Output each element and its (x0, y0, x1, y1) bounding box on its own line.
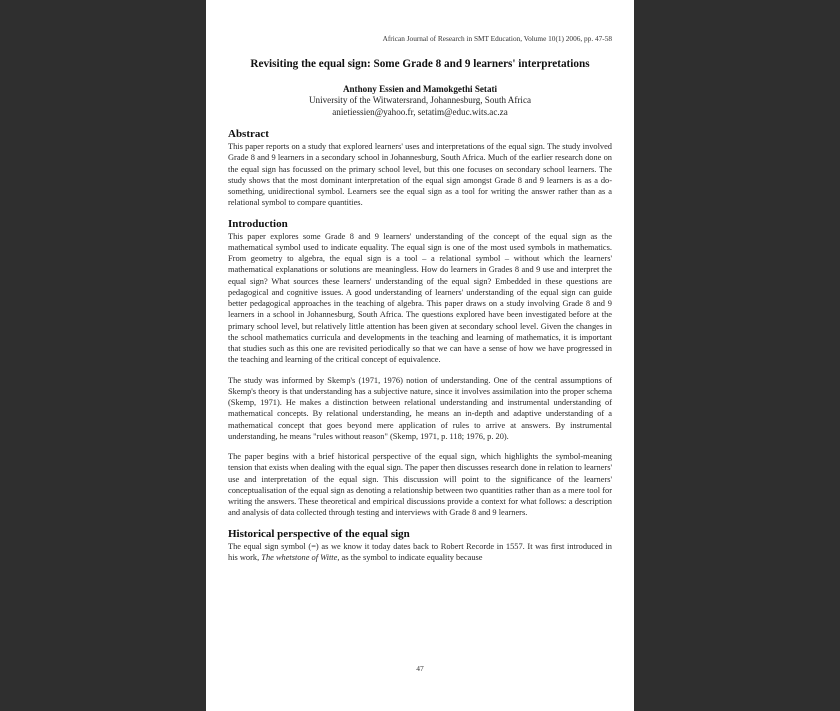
history-heading: Historical perspective of the equal sign (228, 527, 410, 540)
abstract-heading: Abstract (228, 128, 269, 140)
running-header: African Journal of Research in SMT Education, Volume 10(1) 2006, pp. 47-58 (382, 34, 612, 43)
introduction-paragraph-3: The paper begins with a brief historical perspective of the equal sign, which highlights the symbol-meaning tension that exists when dealing with the equal sign. The paper then discusses research done in relation to learners' use and interpretation of the equal sign. This discussion will point to the significance of the learners' conceptualisation of the equal sign as denoting a relationship between two quantities rather than as a mere tool for writing the answers. These theoretical and empirical discussions provide a context for what follows: a description and analysis of data collected through testing and interviews with Grade 8 and 9 learners. (228, 452, 612, 518)
book-title: The whetstone of Witte (261, 552, 338, 562)
introduction-heading: Introduction (228, 217, 288, 230)
page-number: 47 (416, 664, 424, 673)
spacer (228, 209, 612, 218)
document-page (206, 0, 634, 711)
author-emails: anietiessien@yahoo.fr, setatim@educ.wits.ac.za (332, 107, 508, 117)
author-affiliation: University of the Witwatersrand, Johannesburg, South Africa (308, 95, 532, 105)
right-margin-background (634, 0, 840, 711)
abstract-text: This paper reports on a study that explored learners' uses and interpretations of the equal sign. The study involved Grade 8 and 9 learners in a secondary school in Johannesburg, South Africa. Much of the earlier research done on the equal sign has focussed on the primary school level, but this one focuses on secondary school learners. The study shows that the most dominant interpretation of the equal sign amongst Grade 8 and 9 learners is as a do-something, unidirectional symbol. Learners see the equal sign as a tool for writing the answer rather than as a relational symbol to compare quantities. (228, 142, 612, 208)
introduction-paragraph-2: The study was informed by Skemp's (1971, 1976) notion of understanding. One of the central assumptions of Skemp's theory is that understanding has a subjective nature, since it involves assimilation into the proper schema (Skemp, 1971). He makes a distinction between relational understanding and instrumental understanding of mathematical concepts. By relational understanding, he means an in-depth and adaptive understanding of a mathematical concept that goes beyond mere application of rules to arrive at answers. By instrumental understanding, he means "rules without reason" (Skemp, 1971, p. 118; 1976, p. 20). (228, 375, 612, 441)
history-paragraph-1 (228, 541, 612, 564)
article-title: Revisiting the equal sign: Some Grade 8 and 9 learners' interpretations (250, 58, 590, 70)
introduction-paragraph-1: This paper explores some Grade 8 and 9 learners' understanding of the concept of the equal sign as the mathematical symbol used to indicate equality. The equal sign is one of the most used symbols in mathematics. From geometry to algebra, the equal sign is a tool – a relational symbol – without which the learners' mathematical explanations or solutions are meaningless. How do learners in Grades 8 and 9 use and interpret the equal sign? What sources these learners' understanding of the equal sign? Embedded in these questions are pedagogical and cognitive issues. A good understanding of learners' understanding of the equal sign can guide better pedagogical approaches in the teaching of algebra. This paper draws on a study involving Grade 8 and 9 learners in a school in Johannesburg, South Africa. The questions explored have been investigated before at the primary school level, but relatively little attention has been given at secondary school level. Given the changes in the school mathematics curricula and developments in the teaching and learning of mathematics, it is important that studies such as this one are revisited periodically so that we can have a sense of how we have progressed in the teaching and learning of the critical concept of equivalence. (228, 231, 612, 365)
left-margin-background (0, 0, 206, 711)
spacer (228, 442, 612, 451)
spacer (228, 519, 612, 528)
article-authors: Anthony Essien and Mamokgethi Setati (342, 84, 498, 94)
spacer (228, 366, 612, 375)
history-text-end: , as the symbol to indicate equality because (337, 552, 483, 562)
history-text-start: The equal sign symbol (=) as we know it today dates back to Robert Recorde in 1557. It was first introduced in his work, (228, 541, 612, 562)
